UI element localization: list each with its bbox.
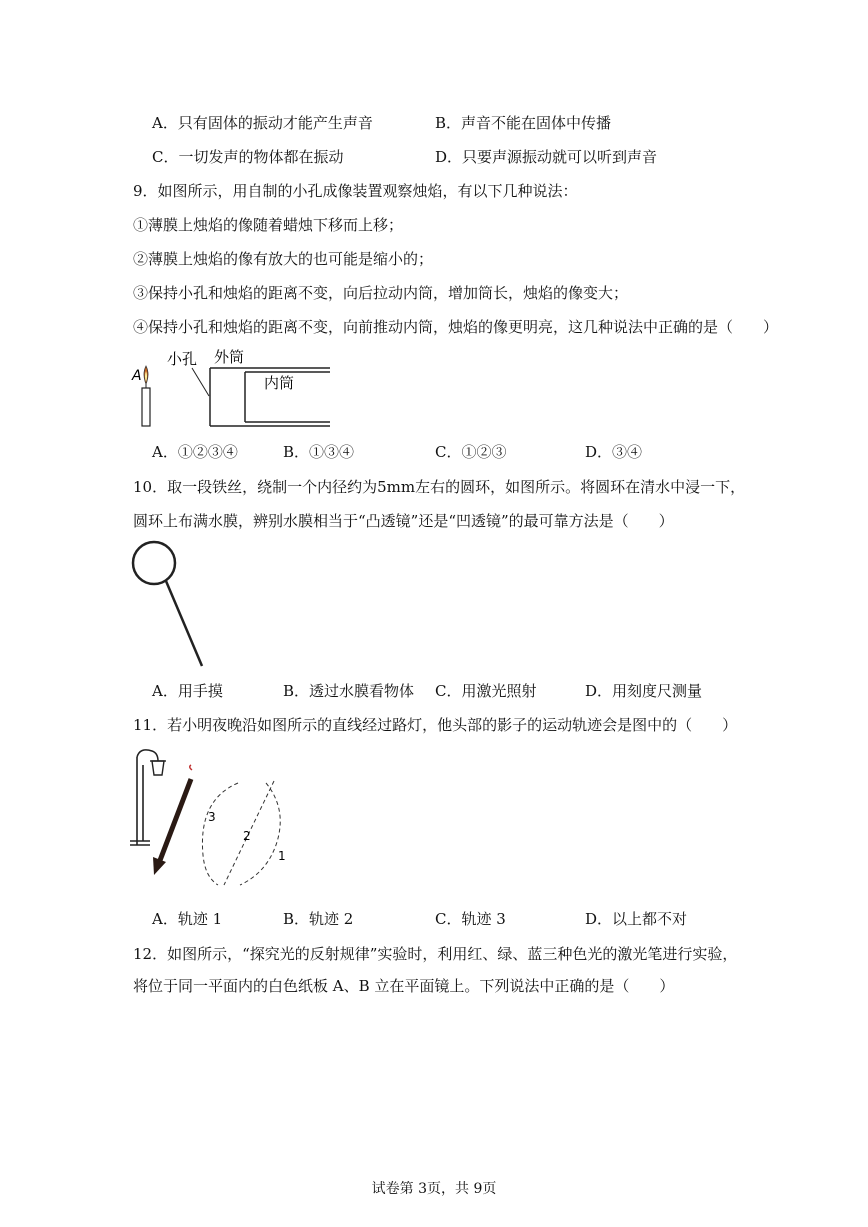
wire-handle bbox=[166, 581, 202, 666]
q8-option-b: B．声音不能在固体中传播 bbox=[435, 114, 612, 132]
q8-option-c: C．一切发声的物体都在振动 bbox=[152, 148, 344, 166]
q11-option-a: A．轨迹 1 bbox=[152, 910, 223, 928]
trajectory-label-3: 3 bbox=[208, 810, 216, 824]
walking-direction-arrow bbox=[153, 765, 192, 875]
q10-option-a: A．用手摸 bbox=[152, 682, 223, 700]
q11-option-d: D．以上都不对 bbox=[585, 910, 688, 928]
inner-tube-label: 内筒 bbox=[264, 374, 295, 392]
q9-option-d: D．③④ bbox=[585, 443, 643, 461]
q9-statement-2: ②薄膜上烛焰的像有放大的也可能是缩小的； bbox=[133, 250, 434, 268]
q10-stem-line1: 10．取一段铁丝，绕制一个内径约为5mm左右的圆环，如图所示。将圆环在清水中浸一下， bbox=[133, 478, 746, 496]
q11-option-b: B．轨迹 2 bbox=[283, 910, 354, 928]
pinhole-camera-figure bbox=[130, 346, 360, 436]
q9-statement-1: ①薄膜上烛焰的像随着蜡烛下移而上移； bbox=[133, 216, 404, 234]
q8-option-d: D．只要声源振动就可以听到声音 bbox=[435, 148, 658, 166]
q10-option-c: C．用激光照射 bbox=[435, 682, 537, 700]
wire-ring-figure bbox=[128, 536, 218, 676]
trajectory-label-2: 2 bbox=[243, 829, 251, 843]
street-lamp-icon bbox=[130, 750, 166, 845]
trajectory-label-1: 1 bbox=[278, 849, 286, 863]
q9-stem: 9．如图所示，用自制的小孔成像装置观察烛焰，有以下几种说法： bbox=[133, 182, 578, 200]
q10-option-d: D．用刻度尺测量 bbox=[585, 682, 703, 700]
q11-stem: 11．若小明夜晚沿如图所示的直线经过路灯，他头部的影子的运动轨迹会是图中的（ ） bbox=[133, 716, 738, 734]
candle-label: A bbox=[132, 368, 142, 384]
q11-option-c: C．轨迹 3 bbox=[435, 910, 506, 928]
outer-tube-label: 外筒 bbox=[214, 348, 245, 366]
page-footer: 试卷第 3页，共 9页 bbox=[371, 1181, 497, 1197]
candle-icon bbox=[142, 366, 150, 426]
q10-option-b: B．透过水膜看物体 bbox=[283, 682, 415, 700]
q9-statement-4: ④保持小孔和烛焰的距离不变，向前推动内筒，烛焰的像更明亮，这几种说法中正确的是（ ） bbox=[133, 318, 779, 336]
wire-ring-icon bbox=[133, 542, 175, 584]
q9-statement-3: ③保持小孔和烛焰的距离不变，向后拉动内筒，增加筒长，烛焰的像变大； bbox=[133, 284, 629, 302]
q9-option-a: A．①②③④ bbox=[152, 443, 238, 461]
q9-option-b: B．①③④ bbox=[283, 443, 355, 461]
q9-option-c: C．①②③ bbox=[435, 443, 507, 461]
trajectory-3 bbox=[202, 783, 238, 885]
street-lamp-figure bbox=[128, 745, 298, 890]
q12-stem-line2: 将位于同一平面内的白色纸板 A、B 立在平面镜上。下列说法中正确的是（ ） bbox=[133, 977, 675, 995]
hole-label: 小孔 bbox=[167, 350, 198, 368]
q12-stem-line1: 12．如图所示，“探究光的反射规律”实验时，利用红、绿、蓝三种色光的激光笔进行实验， bbox=[133, 945, 738, 963]
q10-stem-line2: 圆环上布满水膜，辨别水膜相当于“凸透镜”还是“凹透镜”的最可靠方法是（ ） bbox=[133, 512, 674, 530]
q8-option-a: A．只有固体的振动才能产生声音 bbox=[152, 114, 373, 132]
